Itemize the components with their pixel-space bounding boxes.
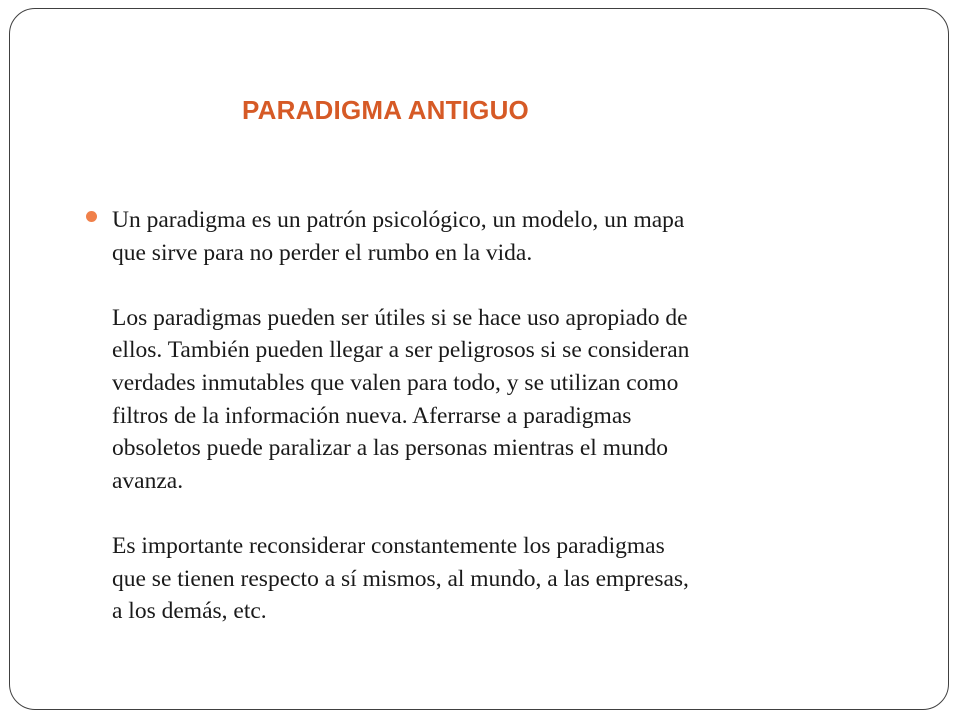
paragraph-spacer — [112, 497, 892, 530]
bullet-dot-icon — [86, 211, 97, 222]
slide-title: PARADIGMA ANTIGUO — [242, 95, 529, 125]
paragraph-risks: Los paradigmas pueden ser útiles si se hace uso apropiado de ellos. También pueden llegar a ser peligrosos si se consideran verdades inmutables que valen para todo, y se utilizan como filtros de la información nueva. Aferrarse a paradigmas obsoletos puede paralizar a las personas mientras el mundo avanza. — [112, 304, 690, 494]
bullet-text — [112, 204, 892, 628]
paragraph-spacer — [112, 269, 892, 302]
paragraph-recommendation: Es importante reconsiderar constantemente los paradigmas que se tienen respecto a sí mismos, al mundo, a las empresas, a los demás, etc. — [112, 532, 689, 625]
paragraph-definition: Un paradigma es un patrón psicológico, un modelo, un mapa que sirve para no perder el rumbo en la vida. — [112, 207, 685, 266]
